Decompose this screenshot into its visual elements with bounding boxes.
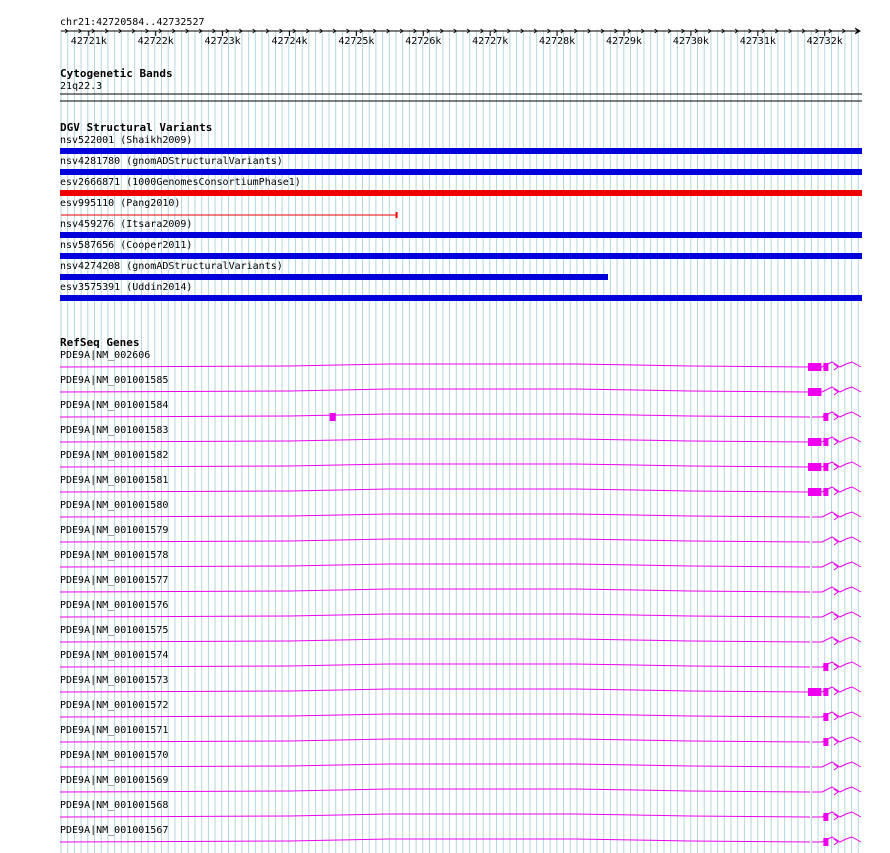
variant-label[interactable]: esv3575391 (Uddin2014) (60, 282, 193, 293)
variant-bar[interactable] (60, 148, 862, 154)
gene-label[interactable]: PDE9A|NM_001001567 (60, 825, 169, 836)
region-label: chr21:42720584..42732527 (60, 17, 205, 28)
gene-label[interactable]: PDE9A|NM_001001573 (60, 675, 169, 686)
gene-label[interactable]: PDE9A|NM_001001574 (60, 650, 169, 661)
dgv-features (60, 135, 862, 301)
gene-exon[interactable] (808, 488, 821, 496)
variant-label[interactable]: nsv4281780 (gnomADStructuralVariants) (60, 156, 283, 167)
ruler (60, 17, 860, 47)
gene-exon[interactable] (823, 438, 828, 446)
gene-label[interactable]: PDE9A|NM_001001572 (60, 700, 169, 711)
ruler-tick-label: 42728k (539, 36, 576, 47)
gene-label[interactable]: PDE9A|NM_001001570 (60, 750, 169, 761)
gene-exon[interactable] (823, 838, 828, 846)
variant-bar[interactable] (60, 232, 862, 238)
gene-exon[interactable] (808, 688, 821, 696)
variant-bar[interactable] (60, 274, 608, 280)
gene-exon[interactable] (330, 413, 336, 421)
gene-label[interactable]: PDE9A|NM_001001583 (60, 425, 169, 436)
gene-exon[interactable] (823, 463, 828, 471)
refseq-features (60, 350, 861, 846)
ruler-tick-label: 42729k (605, 36, 643, 47)
variant-bar[interactable] (60, 169, 862, 175)
ruler-tick-label: 42727k (472, 36, 509, 47)
gene-exon[interactable] (823, 413, 828, 421)
refseq-title: RefSeq Genes (60, 336, 140, 349)
gene-exon[interactable] (823, 713, 828, 721)
gene-label[interactable]: PDE9A|NM_001001584 (60, 400, 169, 411)
variant-label[interactable]: nsv4274208 (gnomADStructuralVariants) (60, 261, 283, 272)
gene-label[interactable]: PDE9A|NM_001001571 (60, 725, 169, 736)
gene-label[interactable]: PDE9A|NM_001001579 (60, 525, 169, 536)
dgv-track (60, 121, 862, 301)
ruler-tick-label: 42723k (204, 36, 241, 47)
gene-label[interactable]: PDE9A|NM_001001577 (60, 575, 169, 586)
variant-bar[interactable] (60, 295, 862, 301)
gene-exon[interactable] (823, 738, 828, 746)
variant-label[interactable]: nsv587656 (Cooper2011) (60, 240, 193, 251)
gene-label[interactable]: PDE9A|NM_001001581 (60, 475, 169, 486)
variant-label[interactable]: nsv522001 (Shaikh2009) (60, 135, 193, 146)
gene-exon[interactable] (823, 813, 828, 821)
gene-exon[interactable] (808, 438, 821, 446)
variant-bar[interactable] (60, 253, 862, 259)
variant-label[interactable]: nsv459276 (Itsara2009) (60, 219, 193, 230)
cytoband-label: 21q22.3 (60, 81, 103, 92)
variant-label[interactable]: esv995110 (Pang2010) (60, 198, 181, 209)
gene-label[interactable]: PDE9A|NM_001001585 (60, 375, 169, 386)
gene-label[interactable]: PDE9A|NM_001001575 (60, 625, 169, 636)
gene-label[interactable]: PDE9A|NM_001001578 (60, 550, 169, 561)
gene-exon[interactable] (823, 488, 828, 496)
gene-label[interactable]: PDE9A|NM_001001582 (60, 450, 169, 461)
ruler-tick-label: 42722k (137, 36, 174, 47)
ruler-tick-label: 42721k (70, 36, 107, 47)
ruler-tick-label: 42732k (806, 36, 843, 47)
gene-exon[interactable] (808, 363, 821, 371)
variant-label[interactable]: esv2666871 (1000GenomesConsortiumPhase1) (60, 177, 301, 188)
ruler-tick-label: 42725k (338, 36, 375, 47)
gene-exon[interactable] (823, 363, 828, 371)
gene-exon[interactable] (808, 388, 821, 396)
ruler-tick-label: 42731k (739, 36, 776, 47)
variant-bar[interactable] (60, 190, 862, 196)
gene-exon[interactable] (823, 688, 828, 696)
gene-label[interactable]: PDE9A|NM_002606 (60, 350, 151, 361)
gene-label[interactable]: PDE9A|NM_001001569 (60, 775, 169, 786)
cytoband-track (60, 67, 862, 101)
cytoband-title: Cytogenetic Bands (60, 67, 173, 80)
gene-exon[interactable] (808, 463, 821, 471)
gene-label[interactable]: PDE9A|NM_001001568 (60, 800, 169, 811)
gene-exon[interactable] (823, 663, 828, 671)
dgv-title: DGV Structural Variants (60, 121, 213, 134)
refseq-track (60, 336, 861, 846)
ruler-tick-label: 42726k (405, 36, 442, 47)
gene-label[interactable]: PDE9A|NM_001001576 (60, 600, 169, 611)
ruler-tick-label: 42724k (271, 36, 308, 47)
gene-label[interactable]: PDE9A|NM_001001580 (60, 500, 169, 511)
ruler-tick-label: 42730k (672, 36, 709, 47)
